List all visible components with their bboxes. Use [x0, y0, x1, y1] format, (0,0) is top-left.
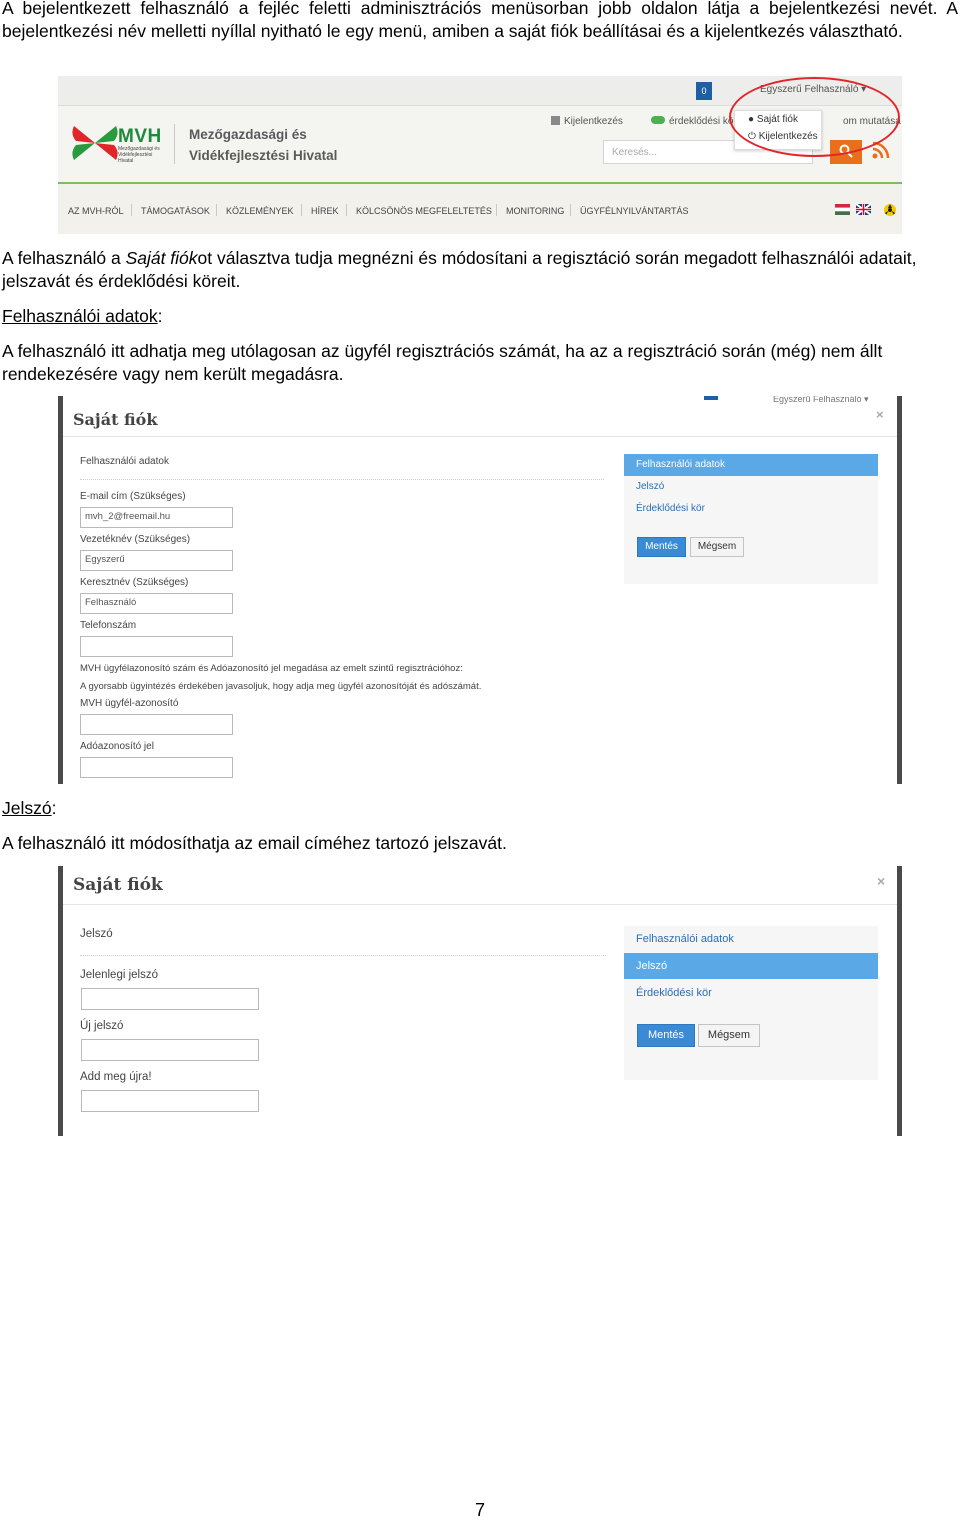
new-password-label: Új jelszó [80, 1020, 124, 1032]
phone-field[interactable] [80, 636, 233, 657]
current-password-label: Jelenlegi jelszó [80, 969, 158, 981]
backdrop-left [58, 396, 63, 784]
highlight-circle [729, 77, 900, 157]
taxid-label: Adóazonosító jel [80, 741, 154, 752]
password-paragraph: A felhasználó itt módosíthatja az email címéhez tartozó jelszavát. [2, 833, 507, 853]
repeat-password-field[interactable] [81, 1090, 259, 1112]
section-title: Jelszó [80, 928, 113, 940]
section-divider [80, 955, 606, 956]
nav-separator [216, 204, 217, 216]
user-data-paragraph: A felhasználó itt adhatja meg utólagosan az ügyfél regisztrációs számát, ha az a regisztráció során (még) nem állt rendekezésére vagy nem került megadásra. [2, 341, 883, 384]
search-input[interactable]: Keresés... [603, 140, 813, 164]
account-paragraph [2, 247, 958, 293]
user-menu-button[interactable]: Egyszerű Felhasználó ▾ [760, 84, 867, 95]
firstname-field[interactable]: Felhasználó [80, 593, 233, 614]
notification-badge[interactable]: 0 [696, 82, 712, 100]
close-icon[interactable]: × [877, 873, 886, 889]
logout-link[interactable]: Kijelentkezés [551, 116, 623, 127]
emelt-note: MVH ügyfélazonosító szám és Adóazonosító jel megadása az emelt szintű regisztrációhoz: [80, 663, 463, 674]
brand-subtitle: Mezőgazdasági és Vidékfejlesztési Hivatal [118, 146, 160, 164]
side-item-password[interactable]: Jelszó [636, 481, 665, 492]
logout-icon [551, 116, 560, 125]
modal-header-divider [63, 436, 897, 437]
nav-separator [570, 204, 571, 216]
clientid-label: MVH ügyfél-azonosító [80, 698, 179, 709]
section-divider [80, 479, 604, 480]
backdrop-right [897, 396, 902, 784]
hungarian-flag-icon[interactable] [835, 204, 850, 215]
lastname-label: Vezetéknév (Szükséges) [80, 534, 191, 545]
nav-item-announcements[interactable]: KÖZLEMÉNYEK [226, 206, 294, 216]
user-icon: ● [748, 114, 757, 125]
org-name-line1: Mezőgazdasági és [189, 127, 307, 142]
password-heading [2, 797, 958, 820]
nav-item-monitoring[interactable]: MONITORING [506, 206, 565, 216]
mvh-logo-icon [70, 124, 120, 162]
save-button[interactable]: Mentés [637, 1024, 695, 1047]
side-item-interests[interactable]: Érdeklődési kör [636, 987, 712, 999]
toggle-icon [651, 116, 665, 124]
account-side-menu [624, 454, 878, 584]
text-span: A felhasználó a [2, 248, 126, 268]
nav-separator [496, 204, 497, 216]
nav-separator [301, 204, 302, 216]
clientid-field[interactable] [80, 714, 233, 735]
heading-text: Jelszó [2, 798, 52, 818]
side-item-interests[interactable]: Érdeklődési kör [636, 503, 705, 514]
show-link[interactable]: om mutatása [843, 116, 901, 127]
user-data-modal-screenshot [58, 396, 902, 784]
interests-toggle[interactable]: érdeklődési kö [651, 116, 733, 127]
heading-colon: : [51, 798, 57, 818]
cancel-button[interactable]: Mégsem [690, 537, 744, 557]
email-label: E-mail cím (Szükséges) [80, 491, 186, 502]
power-icon: ⏻ [748, 131, 759, 142]
side-item-user-data[interactable]: Felhasználói adatok [636, 933, 734, 945]
badge-fragment [704, 396, 718, 400]
recommend-note: A gyorsabb ügyintézés érdekében javasoljuk, hogy adja meg ügyfél azonosítóját és adószámát. [80, 681, 482, 692]
modal-header-divider [63, 904, 897, 905]
nav-separator [346, 204, 347, 216]
dropdown-logout[interactable]: ⏻ Kijelentkezés [748, 131, 818, 142]
section-title: Felhasználói adatok [80, 456, 169, 467]
nav-item-support[interactable]: TÁMOGATÁSOK [141, 206, 210, 216]
repeat-password-label: Add meg újra! [80, 1071, 152, 1083]
firstname-label: Keresztnév (Szükséges) [80, 577, 189, 588]
user-data-heading [2, 305, 958, 328]
dropdown-my-account[interactable]: ● Saját fiók [748, 114, 798, 125]
backdrop-left [58, 866, 63, 1136]
phone-label: Telefonszám [80, 620, 137, 631]
save-button[interactable]: Mentés [637, 537, 686, 557]
main-nav [58, 184, 902, 234]
backdrop-right [897, 866, 902, 1136]
side-item-password[interactable]: Jelszó [624, 953, 878, 979]
heading-text: Felhasználói adatok [2, 306, 158, 326]
intro-paragraph: A bejelentkezett felhasználó a fejléc feletti adminisztrációs menüsorban jobb oldalon látja a bejelentkezési nevét. A bejelentkezési név melletti nyíllal nyitható le egy menü, amiben a saját fiók beállításai és a kijelentkezés választható. [2, 0, 958, 41]
lastname-field[interactable]: Egyszerű [80, 550, 233, 571]
nav-item-about[interactable]: AZ MVH-RÓL [68, 206, 124, 216]
outside-user-menu: Egyszerű Felhasználó ▾ [773, 396, 869, 404]
header-screenshot [58, 76, 902, 234]
side-item-user-data[interactable]: Felhasználói adatok [624, 454, 878, 476]
current-password-field[interactable] [81, 988, 259, 1010]
nav-separator [131, 204, 132, 216]
english-flag-icon[interactable] [856, 204, 871, 215]
modal-title: Saját fiók [73, 875, 163, 895]
nav-item-registry[interactable]: ÜGYFÉLNYILVÁNTARTÁS [580, 206, 689, 216]
nav-item-compliance[interactable]: KÖLCSÖNÖS MEGFELELTETÉS [356, 206, 492, 216]
taxid-field[interactable] [80, 757, 233, 778]
page-number: 7 [474, 1500, 485, 1520]
email-field[interactable]: mvh_2@freemail.hu [80, 507, 233, 528]
new-password-field[interactable] [81, 1039, 259, 1061]
heading-colon: : [157, 306, 163, 326]
cancel-button[interactable]: Mégsem [698, 1024, 760, 1047]
account-side-menu [624, 926, 878, 1080]
password-modal-screenshot [58, 866, 902, 1136]
org-name-line2: Vidékfejlesztési Hivatal [189, 148, 338, 163]
emphasis-my-account: Saját fiók [125, 248, 198, 268]
text-span: ot választva tudja megnézni és módosítani a regisztáció során megadott felhasználói adatait, jelszavát és érdeklődési köreit. [2, 248, 917, 291]
accessibility-icon[interactable] [884, 204, 896, 216]
close-icon[interactable]: × [876, 407, 884, 422]
brand-name: MVH [118, 126, 162, 147]
logo-divider [174, 124, 175, 164]
nav-item-news[interactable]: HÍREK [311, 206, 339, 216]
modal-title: Saját fiók [73, 410, 158, 429]
